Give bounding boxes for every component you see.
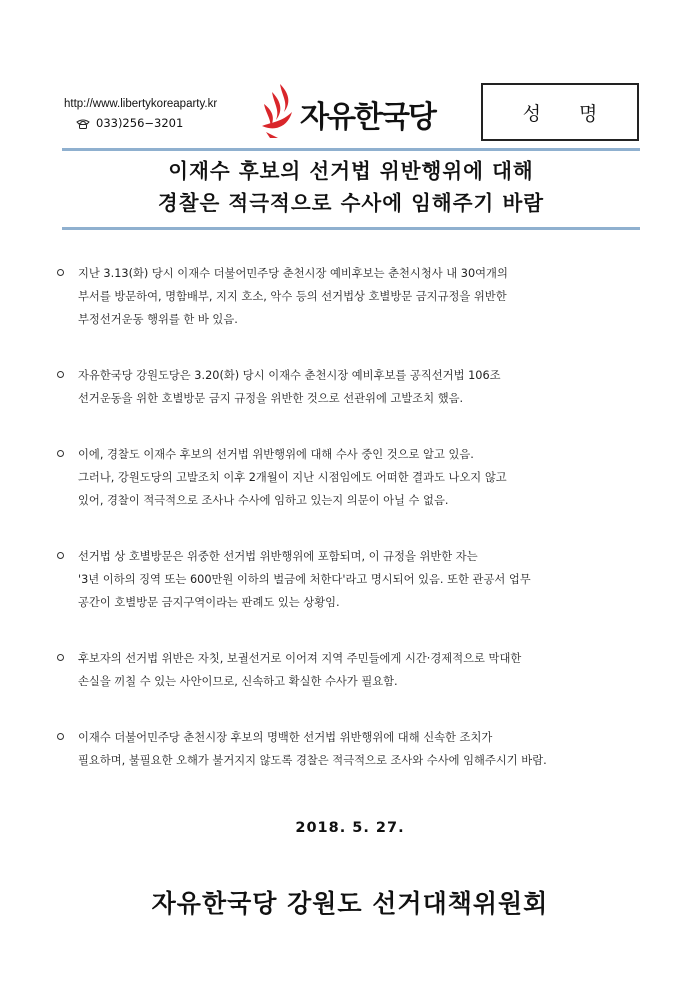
item-line: 자유한국당 강원도당은 3.20(화) 당시 이재수 춘천시장 예비후보를 공직선거법 106조 — [78, 369, 501, 382]
circle-bullet-icon — [57, 654, 64, 661]
item-line: 이재수 더불어민주당 춘천시장 후보의 명백한 선거법 위반행위에 대해 신속한 조치가 — [78, 731, 493, 744]
item-line: 지난 3.13(화) 당시 이재수 더불어민주당 춘천시장 예비후보는 춘천시청사 내 30여개의 — [78, 267, 508, 280]
page-title — [62, 155, 640, 219]
statement-date: 2018. 5. 27. — [295, 820, 405, 836]
statement-list — [56, 262, 656, 805]
circle-bullet-icon — [57, 450, 64, 457]
list-item — [56, 364, 656, 410]
list-item — [56, 647, 656, 693]
item-line: 공간이 호별방문 금지구역이라는 판례도 있는 상황임. — [78, 596, 340, 609]
title-line-1: 이재수 후보의 선거법 위반행위에 대해 — [168, 159, 534, 183]
torch-logo-icon — [258, 82, 298, 140]
item-line: 부정선거운동 행위를 한 바 있음. — [78, 313, 238, 326]
item-line: 필요하며, 불필요한 오해가 불거지지 않도록 경찰은 적극적으로 조사와 수사에 임해주시기 바람. — [78, 754, 547, 767]
circle-bullet-icon — [57, 269, 64, 276]
item-line: 손실을 끼칠 수 있는 사안이므로, 신속하고 확실한 수사가 필요함. — [78, 675, 398, 688]
list-item — [56, 262, 656, 331]
phone-line — [64, 116, 254, 131]
item-line: 후보자의 선거법 위반은 자칫, 보궐선거로 이어져 지역 주민들에게 시간·경제적으로 막대한 — [78, 652, 522, 665]
item-line: 부서를 방문하여, 명함배부, 지지 호소, 악수 등의 선거법상 호별방문 금지규정을 위반한 — [78, 290, 507, 303]
item-line: 선거법 상 호별방문은 위중한 선거법 위반행위에 포함되며, 이 규정을 위반한 자는 — [78, 550, 478, 563]
list-item — [56, 726, 656, 772]
list-item — [56, 443, 656, 512]
phone-number: 033)256−3201 — [96, 116, 184, 130]
item-line: 그러나, 강원도당의 고발조치 이후 2개월이 지난 시점임에도 어떠한 결과도 나오지 않고 — [78, 471, 507, 484]
circle-bullet-icon — [57, 552, 64, 559]
document-type-label: 성 명 — [522, 102, 614, 125]
issuing-organization: 자유한국당 강원도 선거대책위원회 — [151, 889, 549, 918]
circle-bullet-icon — [57, 733, 64, 740]
item-line: 선거운동을 위한 호별방문 금지 규정을 위반한 것으로 선관위에 고발조치 했음. — [78, 392, 464, 405]
website-url: http://www.libertykoreaparty.kr — [64, 98, 218, 110]
item-line: 이에, 경찰도 이재수 후보의 선거법 위반행위에 대해 수사 중인 것으로 알고 있음. — [78, 448, 474, 461]
document-type-box — [481, 83, 639, 141]
contact-info — [64, 97, 254, 131]
list-item — [56, 545, 656, 614]
logo-text: 자유한국당 — [300, 100, 435, 135]
phone-icon — [76, 119, 90, 129]
item-line: '3년 이하의 징역 또는 600만원 이하의 벌금에 처한다'라고 명시되어 있음. 또한 관공서 업무 — [78, 573, 531, 586]
circle-bullet-icon — [57, 371, 64, 378]
title-rule-top — [62, 148, 640, 151]
title-line-2: 경찰은 적극적으로 수사에 임해주기 바람 — [157, 191, 545, 215]
item-line: 있어, 경찰이 적극적으로 조사나 수사에 임하고 있는지 의문이 아닐 수 없음. — [78, 494, 449, 507]
party-logo — [258, 82, 435, 140]
title-rule-bottom — [62, 227, 640, 230]
